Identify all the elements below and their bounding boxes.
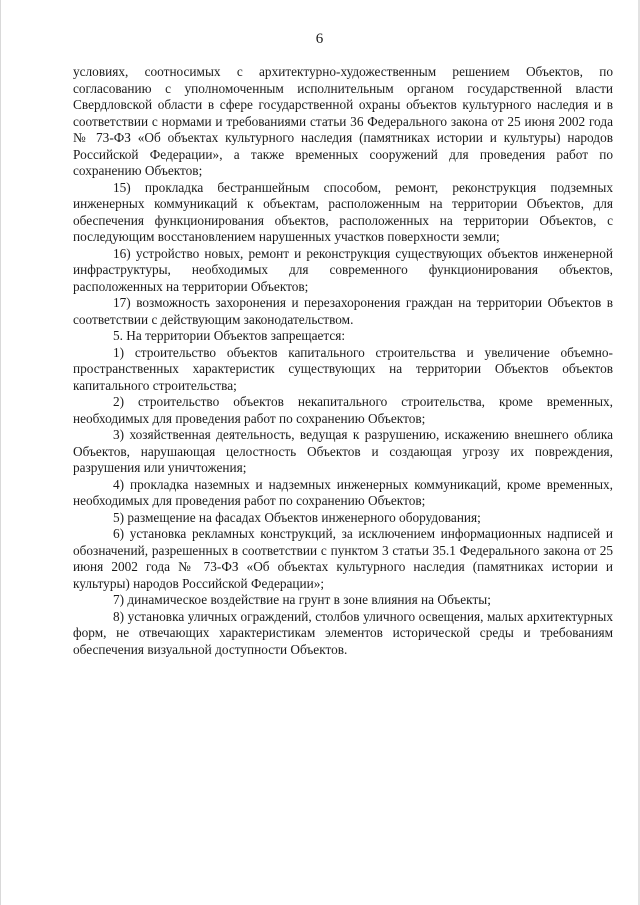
prohibition-item-4: 4) прокладка наземных и надземных инженерных коммуникаций, кроме временных, необходимых для проведения работ по сохранению Объектов; — [73, 476, 613, 508]
prohibition-item-2: 2) строительство объектов некапитального строительства, кроме временных, необходимых для проведения работ по сохранению Объектов; — [73, 394, 613, 426]
paragraph-continuation: условиях, соотносимых с архитектурно-художественным решением Объектов, по согласованию с уполномоченным исполнительным органом государственной власти Свердловской области в сфере государственной охраны объектов культурного наследия и в соответствии с нормами и требованиями статьи 36 Федерального закона от 25 июня 2002 года № 73-ФЗ «Об объектах культурного наследия (памятниках истории и культуры) народов Российской Федерации», а также временных сооружений для проведения работ по сохранению Объектов; — [73, 64, 613, 178]
prohibition-item-7: 7) динамическое воздействие на грунт в зоне влияния на Объекты; — [113, 592, 491, 607]
prohibition-item-3: 3) хозяйственная деятельность, ведущая к разрушению, искажению внешнего облика Объектов, нарушающая целостность Объектов и создающая угрозу их повреждения, разрушения или уничтожения; — [73, 427, 613, 475]
list-item-17: 17) возможность захоронения и перезахоронения граждан на территории Объектов в соответствии с действующим законодательством. — [73, 295, 613, 327]
prohibition-item-1: 1) строительство объектов капитального строительства и увеличение объемно-пространственных характеристик существующих на территории Объектов объектов капитального строительства; — [73, 344, 613, 393]
list-item-15: 15) прокладка бестраншейным способом, ремонт, реконструкция подземных инженерных коммуникаций к объектам, расположенным на территории Объектов, для обеспечения функционирования объектов, расположенных на территории Объектов, с последующим восстановлением нарушенных участков поверхности земли; — [73, 179, 613, 244]
page-number: 6 — [315, 31, 324, 47]
section-5-heading: 5. На территории Объектов запрещается: — [113, 328, 346, 343]
document-body — [73, 64, 613, 658]
prohibition-item-8: 8) установка уличных ограждений, столбов уличного освещения, малых архитектурных форм, не отвечающих характеристикам элементов исторической среды и требованиям обеспечения визуальной доступности Объектов. — [73, 608, 613, 657]
list-item-16: 16) устройство новых, ремонт и реконструкция существующих объектов инженерной инфраструктуры, необходимых для современного функционирования объектов, расположенных на территории Объектов; — [73, 245, 613, 294]
prohibition-item-6: 6) установка рекламных конструкций, за исключением информационных надписей и обозначений, разрешенных в соответствии с пунктом 3 статьи 35.1 Федерального закона от 25 июня 2002 года № 73-ФЗ «Об объектах культурного наследия (памятниках истории и культуры) народов Российской Федерации»; — [73, 526, 613, 591]
prohibition-item-5: 5) размещение на фасадах Объектов инженерного оборудования; — [113, 509, 481, 525]
